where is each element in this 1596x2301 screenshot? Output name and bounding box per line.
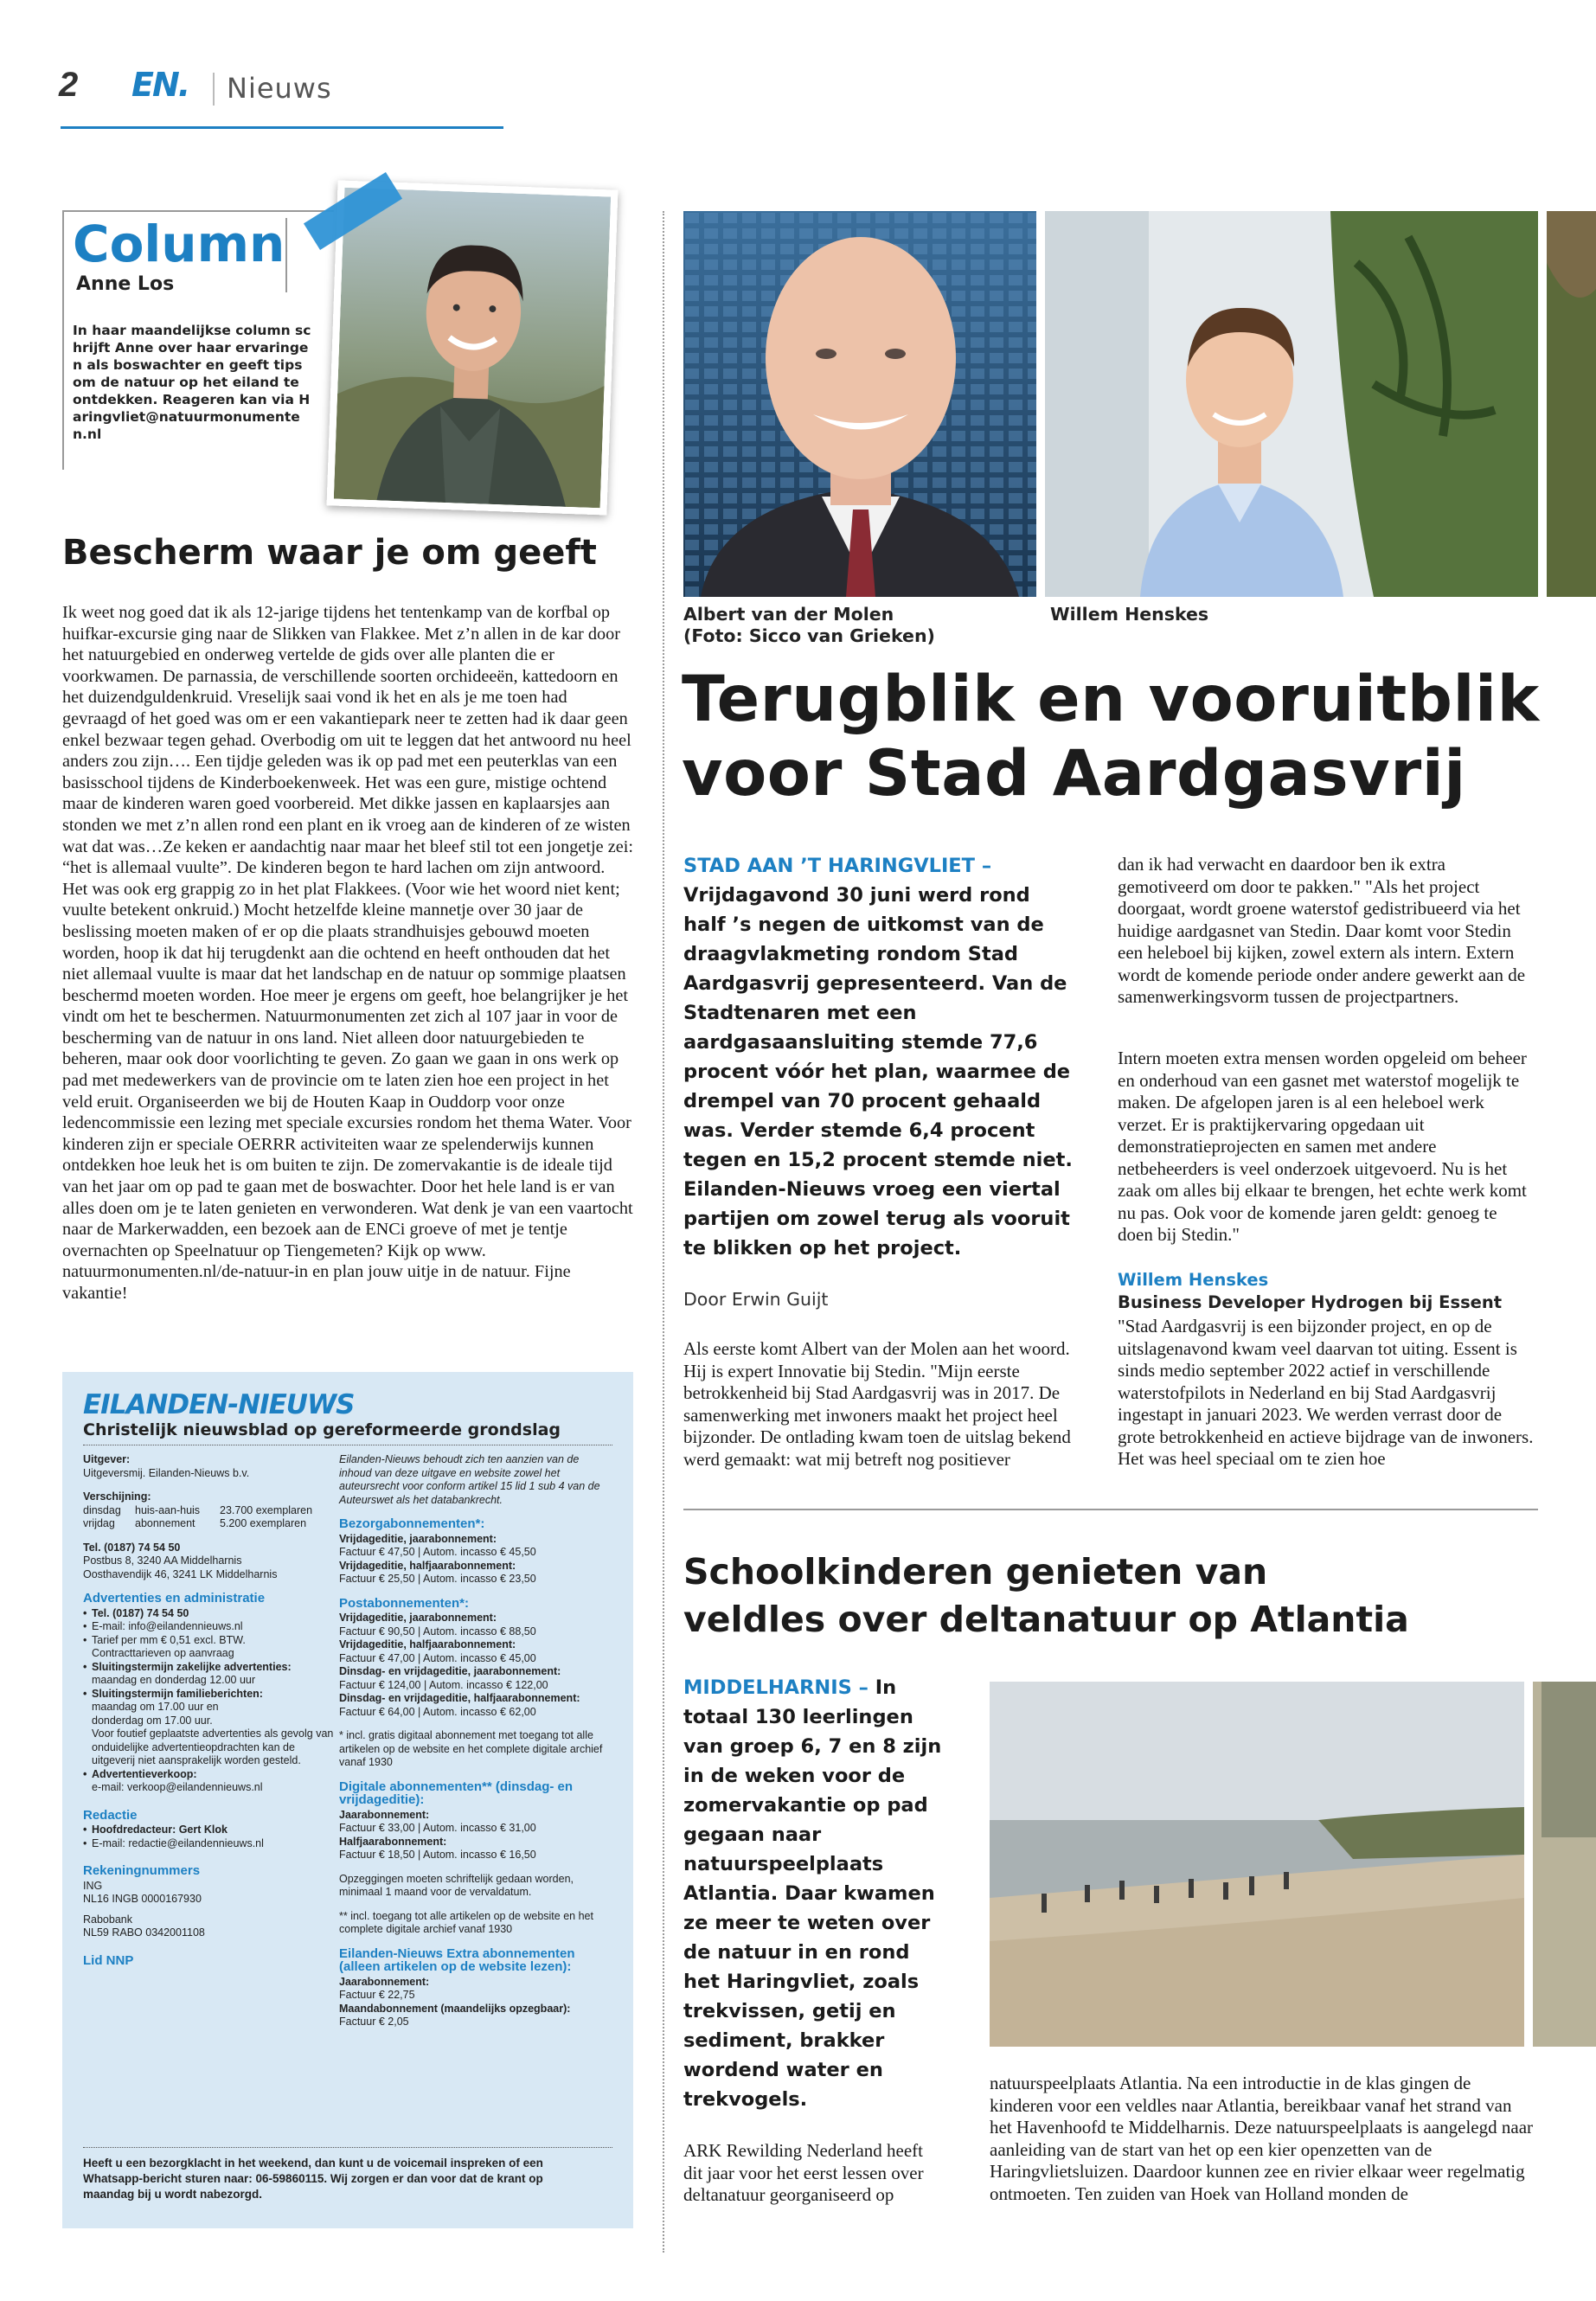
colophon-verkoop-link[interactable]: e-mail: verkoop@eilandennieuws.nl: [92, 1781, 263, 1793]
column-headline: Bescherm waar je om geeft: [62, 533, 597, 573]
article1-body-left: Als eerste komt Albert van der Molen aan het woord. Hij is expert Innovatie bij Stedin. "Mijn eerste betrokkenheid bij Stad Aardgasvrij was in 2017. De samenwerking met inwoners maakt het project heel bijzonder. De ontlading kwam toen de uitslag bekend werd gemaakt: wat mij betreft nog positiever: [683, 1338, 1071, 1470]
column-title-divider: [285, 218, 287, 292]
colophon-complaint: Heeft u een bezorgklacht in het weekend, dan kunt u de voicemail inspreken of een Whatsapp-bericht sturen naar: 06-59860115. Wij zorgen er dan voor dat de krant op maandag bij u wordt nabezorgd.: [83, 2157, 543, 2201]
colophon-bottom-rule: [83, 2147, 612, 2148]
column-author-photo: [327, 180, 619, 515]
header-divider: [213, 73, 215, 106]
article1-body-right-2: Intern moeten extra mensen worden opgeleid om beheer en onderhoud van een gasnet met waterstof mogelijk te maken. De afgelopen jaren is al een heleboel werk verzet. Er is praktijkervaring opgedaan uit demonstratieprojecten en samen met andere netbeheerders is veel onderzoek uitgevoerd. Nu is het zaak om alles bij elkaar te brengen, het echte werk komt nu pas. Ook voor de komende jaren geldt: genoeg te doen bij Stedin.": [1118, 1048, 1527, 1245]
colophon-brand: EILANDEN-NIEUWS: [83, 1389, 355, 1420]
column-body: Ik weet nog goed dat ik als 12-jarige tijdens het tentenkamp van de korfbal op huifkar-excursie ging naar de Slikken van Flakkee. Met z’n allen in de kar door het natuurgebied en onderweg vertelde de gids over alle planten die er voorkwamen. De parnassia, de verschillende soorten orchideeën, kattedoorn en het duizendguldenkruid. Vreselijk saai vond ik het en als je me toen had gevraagd of het goed was om er een vakantiepark neer te zetten had ik daar geen enkel bezwaar tegen gehad. Overbodig om uit te leggen dat het antwoord nu heel anders zou zijn…. Een tijdje geleden was ik op pad met een peuterklas van een basisschool tijdens de Kinderboekenweek. Het was een gure, mistige ochtend maar de kinderen waren goed voorbereid. Met dikke jassen en kaplaarsjes aan stonden we met z’n allen rond een plant en ik vroeg aan de kinderen of ze wisten wat dat was…Ze keken er aandachtig naar maar het bleef stil tot een jongetje zei: “het is allemaal vuulte”. De kinderen begon te hard lachen om zijn antwoord. Het was ook erg grappig zo in het plat Flakkees. (Voor wie het woord niet kent; vuulte betekent onkruid.) Mocht hetzelfde kleine mannetje over 30 jaar de beslissing moeten maken of er op die plaats strandhuisjes gebouwd moeten worden, hoop ik dat hij terugdenkt aan die ochtend en heeft onthouden dat het niet allemaal vuulte is maar dat het landschap en de natuur op sommige plaatsen beschermd moeten worden. Hoe meer je ergens om geeft, hoe belangrijker je het vindt om het te beschermen. Natuurmonumenten zet zich al 107 jaar in voor de bescherming van de natuur in ons land. Niet alleen door natuurgebieden te beheren, maar ook door voorlichting te geven. Zo gaan we gaan in ons werk op pad met medewerkers van de provincie om te laten zien hoe een project in het veld eruit. Organiseerden we bij de Houten Kaap in Ouddorp voor onze ledencommissie een lezing met speciale excursies rondom het thema Water. Voor kinderen zijn er speciale OERRR activiteiten waar ze spelenderwijs kunnen ontdekken hoe leuk het is om buiten te zijn. De zomervakantie is de ideale tijd van het jaar om op pad te gaan met de boswachter. Door het hele land is er van alles doen om je te laten genieten en verwonderen. Wat denk je van een vaartocht naar de Markerwadden, een bezoek aan de ENCi groeve of met je tentje overnachten op Speelnatuur op Tiengemeten? Kijk op www. natuurmonumenten.nl/de-natuur-in en plan jouw uitje in de natuur. Fijne vakantie!: [62, 603, 633, 1303]
colophon-box: [62, 1372, 633, 2228]
colophon-right: Eilanden-Nieuws behoudt zich ten aanzien van de inhoud van deze uitgave en website zowel het auteursrecht voor conform artikel 15 lid 1 sub 4 van de Auteurswet als het databankrecht. Bezorgabonnementen*: Vrijdageditie, jaarabonnement: Factuur € 47,50 | Autom. incasso € 45,50 Vrijdageditie, halfjaarabonnement: Factuur € 25,50 | Autom. incasso € 23,50 Postabonnementen*: Vrijdageditie, jaarabonnement: Factuur € 90,50 | Autom. incasso € 88,50 Vrijdageditie, halfjaarabonnement: Factuur € 47,00 | Autom. incasso € 45,00 Dinsdag- en vrijdageditie, jaarabonnement: Factuur € 124,00 | Autom. incasso € 122,00 Dinsdag- en vrijdageditie, halfjaarabonnement: Factuur € 64,00 | Autom. incasso € 62,00 * incl. gratis digitaal abonnement met toegang tot alle artikelen op de website en het complete digitale archief vanaf 1930 Digitale abonnementen** (dinsdag- en vrijdageditie): Jaarabonnement: Factuur € 33,00 | Autom. incasso € 31,00 Halfjaarabonnement: Factuur € 18,50 | Autom. incasso € 16,50 Opzeggingen moeten schriftelijk gedaan worden, minimaal 1 maand voor de vervaldatum. ** incl. toegang tot alle artikelen op de website en het complete digitale archief vanaf 1930 Eilanden-Nieuws Extra abonnementen (alleen artikelen op de website lezen): Jaarabonnement: Factuur € 22,75 Maandabonnement (maandelijks opzegbaar): Factuur € 2,05: [339, 1453, 612, 2029]
caption-willem: Willem Henskes: [1050, 604, 1209, 625]
section-title: Nieuws: [227, 72, 332, 105]
article2-body-right: natuurspeelplaats Atlantia. Na een introductie in de klas gingen de kinderen voor een veldles naar Atlantia, bereikbaar vanaf het strand van het Havenhoofd te Middelharnis. Deze natuurspeelplaats is aangelegd naar aanleiding van de start van het op een kier openzetten van de Haringvlietsluizen. Daardoor kunnen zee en rivier elkaar weer regelmatig ontmoeten. Ten zuiden van Hoek van Holland monden de: [990, 2073, 1534, 2204]
caption-albert: Albert van der Molen (Foto: Sicco van Grieken): [683, 604, 935, 646]
photo-edge-crop-2: [1533, 1682, 1596, 2047]
header-rule: [61, 126, 503, 129]
photo-albert: [683, 211, 1036, 597]
photo-willem: [1045, 211, 1538, 597]
logo: EN.: [131, 66, 189, 104]
article1-headline: Terugblik en vooruitblik voor Stad Aardgasvrij: [682, 663, 1540, 811]
photo-edge-crop: [1547, 211, 1596, 597]
colophon-tagline: Christelijk nieuwsblad op gereformeerde grondslag: [83, 1420, 561, 1439]
page-number: 2: [59, 66, 79, 104]
article1-lead: STAD AAN ’T HARINGVLIET – Vrijdagavond 30 juni werd rond half ’s negen de uitkomst van de draagvlakmeting rondom Stad Aardgasvrij gepresenteerd. Van de Stadtenaren met een aardgasaansluiting stemde 77,6 procent vóór het plan, waarmee de drempel van 70 procent gehaald was. Verder stemde 6,4 procent tegen en 15,2 procent stemde niet. Eilanden-Nieuws vroeg een viertal partijen om zowel terug als vooruit te blikken op het project.: [683, 855, 1073, 1259]
article1-subhead-role: Business Developer Hydrogen bij Essent: [1118, 1292, 1503, 1312]
article2-body-left: ARK Rewilding Nederland heeft dit jaar voor het eerst lessen over deltanatuur georganiseerd op: [683, 2140, 924, 2205]
colophon-redactie-link[interactable]: • E-mail: redactie@eilandennieuws.nl: [83, 1837, 334, 1851]
column-author: Anne Los: [76, 273, 175, 295]
article1-byline: Door Erwin Guijt: [683, 1289, 829, 1310]
article1-body-right-1: dan ik had verwacht en daardoor ben ik extra gemotiveerd om door te pakken." "Als het project doorgaat, wordt groene waterstof gedistribueerd via het huidige aardgasnet van Stedin. Daar komt voor Stedin een heleboel bij kijken, zowel extern als intern. Extern wordt de komende periode onder andere gewerkt aan de samenwerkingsvorm tussen de projectpartners.: [1118, 854, 1526, 1007]
article-separator: [683, 1509, 1538, 1510]
column-separator: [663, 211, 664, 2253]
colophon-email-link[interactable]: • E-mail: info@eilandennieuws.nl: [83, 1620, 334, 1634]
column-intro: In haar maandelijkse column schrijft Anne over haar ervaringen als boswachter en geeft tips om de natuur op het eiland te ontdekken. Reageren kan via Haringvliet@natuurmonumenten.nl: [73, 323, 311, 442]
article2-lead: MIDDELHARNIS – In totaal 130 leerlingen van groep 6, 7 en 8 zijn in de weken voor de zomervakantie op pad gegaan naar natuurspeelplaats Atlantia. Daar kwamen ze meer te weten over de natuur in en rond het Haringvliet, zoals trekvissen, getij en sediment, brakker wordend water en trekvogels.: [683, 1676, 942, 2111]
colophon-rights: Eilanden-Nieuws behoudt zich ten aanzien van de inhoud van deze uitgave en website zowel het auteursrecht voor conform artikel 15 lid 1 sub 4 van de Auteurswet als het databankrecht.: [339, 1453, 600, 1506]
photo-atlantia-beach: [990, 1682, 1524, 2047]
article1-body-right-3: "Stad Aardgasvrij is een bijzonder project, en op de uitslagenavond kwam veel daarvan tot uiting. Essent is sinds medio september 2022 actief in verschillende waterstofpilots in Nederland en bij Stad Aardgasvrij ingestapt in januari 2023. We werden verrast door de grote betrokkenheid en actieve bijdrage van de inwoners. Het was heel speciaal om te zien hoe: [1118, 1316, 1534, 1469]
article2-headline: Schoolkinderen genieten van veldles over deltanatuur op Atlantia: [683, 1551, 1409, 1640]
column-title: Column: [73, 215, 285, 273]
article1-subhead-name: Willem Henskes: [1118, 1270, 1269, 1290]
colophon-left: Uitgever: Uitgeversmij. Eilanden-Nieuws b.v. Verschijning: dinsdag huis-aan-huis 23.700 exemplaren vrijdag abonnement 5.200 exemplaren Tel. (0187) 74 54 50 Postbus 8, 3240 AA Middelharnis Oosthavendijk 46, 3241 LK Middelharnis Advertenties en administratie • Tel. (0187) 74 54 50 • E-mail: info@eilandennieuws.nl • Tarief per mm € 0,51 excl. BTW. Contracttarieven op aanvraag • Sluitingstermijn zakelijke advertenties: maandag en donderdag 12.00 uur • Sluitingstermijn familieberichten: maandag om 17.00 uur en donderdag om 17.00 uur. Voor foutief geplaatste advertenties als gevolg van onduidelijke advertentieopdrachten kan de uitgeverij niet aansprakelijk worden gesteld. • Advertentieverkoop: e-mail: verkoop@eilandennieuws.nl Redactie • Hoofdredacteur: Gert Klok • E-mail: redactie@eilandennieuws.nl Rekeningnummers ING NL16 INGB 0000167930 Rabobank NL59 RABO 0342001108 Lid NNP: [83, 1453, 334, 1972]
